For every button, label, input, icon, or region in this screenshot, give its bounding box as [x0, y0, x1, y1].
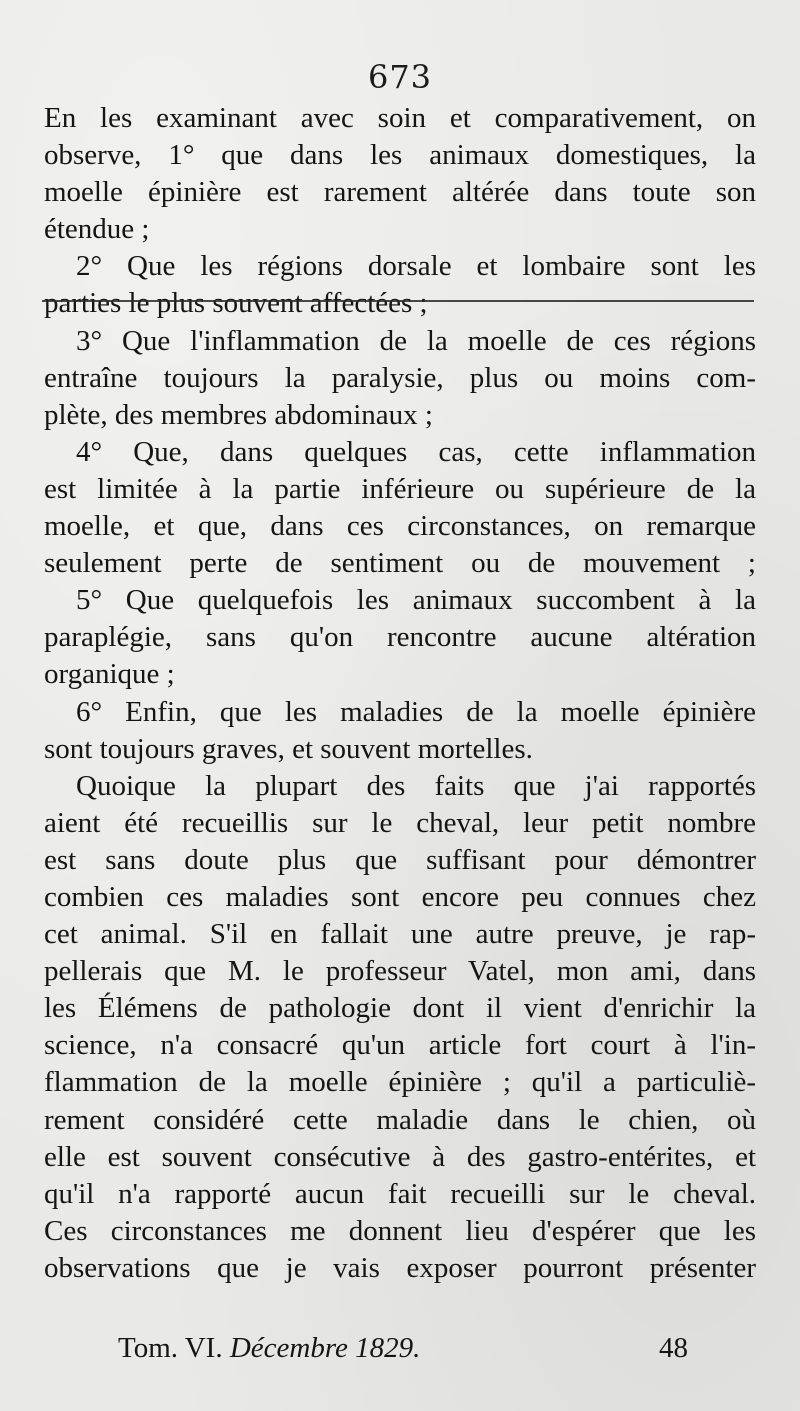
text-line: pellerais que M. le professeur Vatel, mon ami, dans — [44, 955, 756, 988]
footer-signature-mark: 48 — [659, 1332, 688, 1364]
text-line: 4° Que, dans quelques cas, cette inflammation — [76, 435, 756, 468]
text-line: cet animal. S'il en fallait une autre preuve, je rap- — [44, 918, 756, 951]
text-line: moelle épinière est rarement altérée dans toute son — [44, 176, 756, 209]
text-line: combien ces maladies sont encore peu connues chez — [44, 880, 756, 913]
footer-volume-date — [118, 1332, 420, 1365]
text-line: est sans doute plus que suffisant pour démontrer — [44, 843, 756, 876]
text-line: plète, des membres abdominaux ; — [44, 398, 433, 431]
text-line: parties le plus souvent affectées ; — [44, 287, 428, 320]
text-line: qu'il n'a rapporté aucun fait recueilli sur le cheval. — [44, 1177, 756, 1210]
text-line: science, n'a consacré qu'un article fort court à l'in- — [44, 1029, 756, 1062]
text-line: 5° Que quelquefois les animaux succombent à la — [76, 584, 756, 617]
text-line: aient été recueillis sur le cheval, leur petit nombre — [44, 806, 756, 839]
text-line: Quoique la plupart des faits que j'ai rapportés — [76, 769, 756, 802]
text-line: 3° Que l'inflammation de la moelle de ces régions — [76, 324, 756, 357]
text-line: elle est souvent consécutive à des gastro-entérites, et — [44, 1140, 756, 1173]
text-line: En les examinant avec soin et comparativement, on — [44, 102, 756, 134]
text-line: organique ; — [44, 658, 175, 691]
text-line: 2° Que les régions dorsale et lombaire sont les — [76, 250, 756, 283]
text-line: est limitée à la partie inférieure ou supérieure de la — [44, 472, 756, 505]
footer-date: Décembre 1829. — [229, 1332, 421, 1364]
text-line: observations que je vais exposer pourront présenter — [44, 1251, 756, 1284]
body-text — [44, 100, 756, 1287]
text-line: 6° Enfin, que les maladies de la moelle épinière — [76, 695, 756, 728]
text-line: les Élémens de pathologie dont il vient d'enrichir la — [44, 992, 756, 1025]
text-line: seulement perte de sentiment ou de mouvement ; — [44, 547, 756, 580]
text-line: entraîne toujours la paralysie, plus ou moins com- — [44, 361, 756, 394]
text-line: moelle, et que, dans ces circonstances, on remarque — [44, 510, 756, 543]
text-line: Ces circonstances me donnent lieu d'espérer que les — [44, 1214, 756, 1247]
printed-rule-divider — [42, 300, 754, 302]
text-line: rement considéré cette maladie dans le chien, où — [44, 1103, 756, 1136]
footer-tome: Tom. VI. — [118, 1332, 223, 1364]
text-line: flammation de la moelle épinière ; qu'il a particuliè- — [44, 1066, 756, 1099]
text-line: étendue ; — [44, 213, 150, 246]
page-number: 673 — [367, 58, 433, 96]
text-line: sont toujours graves, et souvent mortelles. — [44, 732, 533, 765]
text-line: observe, 1° que dans les animaux domestiques, la — [44, 139, 756, 172]
text-line: paraplégie, sans qu'on rencontre aucune altération — [44, 621, 756, 654]
